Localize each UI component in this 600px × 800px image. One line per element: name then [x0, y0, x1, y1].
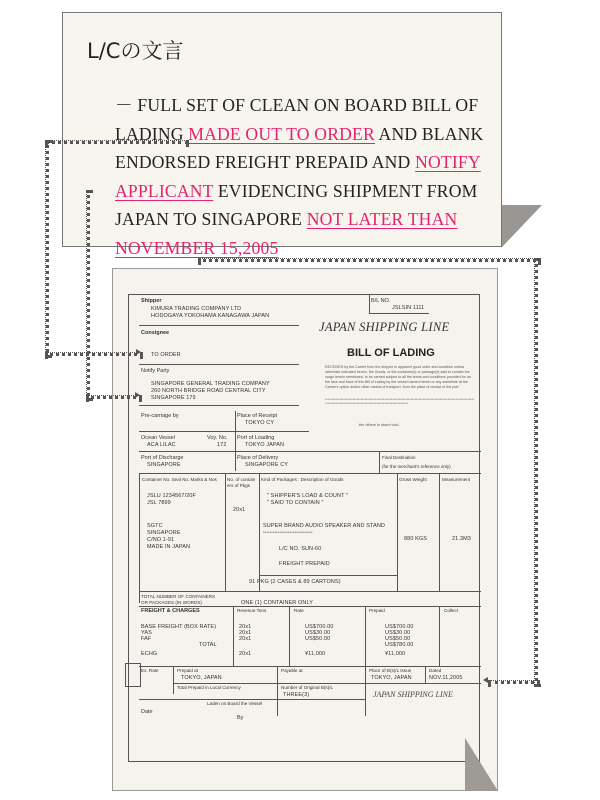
payable-at-label: Payable at — [281, 668, 303, 673]
connector-order-bottom — [45, 352, 143, 356]
issue-date: NOV.11,2005 — [429, 675, 463, 681]
connector-order-top — [45, 140, 189, 144]
ocean-vessel: ACA LILAC — [147, 442, 176, 448]
highlight-notify-applicant: NOTIFY APPLICANT — [115, 152, 481, 201]
freight-tons: 20x1 — [239, 624, 252, 630]
notify-name: SINGAPORE GENERAL TRADING COMPANY — [151, 381, 270, 387]
original-bl-label: Number of Original B(s)/L — [281, 685, 334, 690]
marks-line-2: SINGAPORE — [147, 530, 181, 536]
voyage-no-label: Voy. No. — [207, 435, 228, 441]
voyage-no: 172 — [217, 442, 227, 448]
notify-address-1: 260 NORTH BRIDGE ROAD CENTRAL CITY — [151, 388, 266, 394]
shipper-name: KIMURA TRADING COMPANY LTD — [151, 306, 242, 312]
connector-date-vertical — [534, 258, 538, 687]
by-label: By — [237, 715, 244, 721]
arrow-to-consignee — [136, 349, 141, 355]
port-of-loading: TOKYO JAPAN — [245, 442, 285, 448]
place-of-receipt-label: Place of Receipt — [237, 413, 278, 419]
revenue-tons-label: Revenue Tons — [237, 608, 267, 613]
laden-on-board-label: Laden on Board the Vessel — [207, 701, 263, 706]
original-bl-count: THREE(3) — [283, 692, 310, 698]
goods-stars: ****************************** — [263, 530, 313, 535]
freight-rate: ¥11,000 — [305, 651, 326, 657]
prepaid-at-label: Prepaid at — [177, 668, 198, 673]
bill-of-lading-sheet — [112, 268, 498, 791]
connector-date-top — [198, 258, 541, 262]
container-number: JSLU 1234567/20F — [147, 493, 196, 499]
place-of-issue: TOKYO, JAPAN — [371, 675, 412, 681]
consignee-label: Consignee — [141, 330, 170, 336]
place-of-issue-label: Place of B(s)/L Issue — [369, 668, 412, 673]
col-kind-header: Kind of Packages : Description of Goods — [261, 477, 344, 482]
notify-party-label: Notify Party — [141, 368, 170, 374]
col-measure-header: Measurement — [442, 477, 471, 482]
port-of-discharge: SINGAPORE — [147, 462, 181, 468]
gross-weight: 880 KGS — [404, 536, 428, 542]
connector-order-vertical — [45, 140, 49, 358]
ex-rate-box — [125, 663, 141, 687]
bl-no-label: B/L NO. — [371, 298, 391, 304]
prepaid-at: TOKYO, JAPAN — [181, 675, 222, 681]
measurement: 21.3M3 — [452, 536, 471, 542]
total-containers-label: TOTAL NUMBER OF CONTAINERS OR PACKAGES (IN WORDS) — [141, 594, 216, 605]
freight-item: YAS — [141, 630, 152, 636]
final-destination-note: (for the merchant's reference only) — [382, 464, 451, 469]
lc-clause-card — [62, 12, 502, 258]
connector-date-bottom — [488, 680, 540, 684]
sheet-fold — [465, 738, 498, 791]
bl-number: JSLSIN 1111 — [392, 305, 425, 311]
shipper-address: HODOGAYA YOKOHAMA KANAGAWA JAPAN — [151, 313, 270, 319]
shippers-load-count: " SHIPPER'S LOAD & COUNT " — [267, 493, 349, 499]
freight-prepaid-amount: US$50.00 — [385, 636, 411, 642]
freight-prepaid-note: FREIGHT PREPAID — [279, 561, 330, 567]
dated-label: Dated — [429, 668, 442, 673]
place-of-delivery: SINGAPORE CY — [245, 462, 289, 468]
lc-number: L/C NO. SUN-60 — [279, 546, 322, 552]
lc-mid1: AND BLANK ENDORSED FREIGHT PREPAID AND — [115, 123, 484, 172]
place-of-receipt: TOKYO CY — [245, 420, 275, 426]
bill-of-lading-title: BILL OF LADING — [347, 347, 435, 359]
highlight-made-out-to-order: MADE OUT TO ORDER — [188, 123, 375, 144]
said-to-contain: " SAID TO CONTAIN " — [267, 500, 324, 506]
carrier-name: JAPAN SHIPPING LINE — [319, 320, 450, 334]
col-marks-header: Container No. Seal No. Marks & Nos — [142, 477, 217, 482]
freight-prepaid-amount: ¥11,000 — [385, 651, 406, 657]
col-gross-header: Gross Weight — [399, 477, 427, 482]
card-fold — [502, 205, 542, 247]
total-prepaid-label: Total Prepaid in Local Currency — [177, 685, 241, 690]
freight-rate: US$30.00 — [305, 630, 331, 636]
freight-tons: 20x1 — [239, 636, 252, 642]
package-total: 91 PKG (2 CASES & 89 CARTONS) — [249, 579, 341, 585]
notify-address-2: SINGAPORE 179 — [151, 395, 196, 401]
lc-mid2: EVIDENCING SHIPMENT FROM JAPAN TO SINGAPORE — [115, 180, 478, 229]
freight-prepaid-amount: US$780.00 — [385, 642, 414, 648]
freight-rate: US$700.00 — [305, 624, 334, 630]
received-clause-stars: ******************************************************************************************************************************************************************************** — [325, 398, 475, 407]
consignee-value: TO ORDER — [151, 352, 181, 358]
lc-clause-text — [115, 91, 500, 262]
ex-rate-label: Ex. Rate — [141, 668, 159, 673]
freight-item: ECHG — [141, 651, 158, 657]
freight-tons: 20x1 — [239, 651, 252, 657]
received-clause: RECEIVED by the Carrier from the shipper in apparent good order and condition unless otherwise indicated herein, the Goods, or the container(s) or package(s) said to contain the cargo herein mentioned, to be carried subject to all the terms and conditions provided for on the face and back of this Bill of Lading by the vessel named herein or any substitute at the Carrier's option and/or other means of transport, from the place of receipt or the port — [325, 365, 471, 389]
witness-clause: the others to stand void. — [359, 423, 400, 427]
marks-line-3: C/NO.1-91 — [147, 537, 175, 543]
one-container-only: ONE (1) CONTAINER ONLY — [241, 600, 313, 606]
connector-notify-bottom — [86, 395, 142, 399]
connector-notify-vertical — [86, 190, 90, 401]
marks-line-1: SGTC — [147, 523, 163, 529]
shipper-label: Shipper — [141, 298, 162, 304]
freight-item: FAF — [141, 636, 152, 642]
marks-line-4: MADE IN JAPAN — [147, 544, 191, 550]
lc-title: L/Cの文言 — [87, 39, 184, 63]
goods-description: SUPER BRAND AUDIO SPEAKER AND STAND — [263, 523, 385, 529]
prepaid-label: Prepaid — [369, 608, 385, 613]
collect-label: Collect — [444, 608, 459, 613]
place-of-delivery-label: Place of Delivery — [237, 455, 279, 461]
ocean-vessel-label: Ocean Vessel — [141, 435, 175, 441]
freight-item: BASE FREIGHT (BOX RATE) — [141, 624, 217, 630]
carrier-signature: JAPAN SHIPPING LINE — [373, 690, 453, 699]
port-of-loading-label: Port of Loading — [237, 435, 275, 441]
date-label: Date — [141, 709, 153, 715]
rate-label: Rate — [294, 608, 304, 613]
freight-prepaid-amount: US$700.00 — [385, 624, 414, 630]
freight-charges-label: FREIGHT & CHARGES — [141, 608, 200, 614]
bill-of-lading-form — [128, 294, 480, 762]
freight-prepaid-amount: US$30.00 — [385, 630, 411, 636]
seal-number: JSL 7899 — [147, 500, 171, 506]
freight-rate: US$50.00 — [305, 636, 331, 642]
final-destination-label: Final Destination — [382, 455, 416, 460]
lc-intro: － FULL SET OF CLEAN ON BOARD BILL OF LADING — [115, 95, 479, 144]
col-containers-header: No. of contain ers of Pkgs — [227, 477, 256, 488]
port-of-discharge-label: Port of Discharge — [141, 455, 184, 461]
freight-item: TOTAL — [199, 642, 217, 648]
highlight-not-later-than: NOT LATER THAN NOVEMBER 15,2005 — [115, 209, 458, 258]
container-qty: 20x1 — [233, 507, 246, 513]
precarriage-label: Pre-carriage by — [141, 413, 179, 419]
arrow-to-notify — [135, 392, 140, 398]
arrow-to-date — [483, 677, 488, 683]
freight-tons: 20x1 — [239, 630, 252, 636]
